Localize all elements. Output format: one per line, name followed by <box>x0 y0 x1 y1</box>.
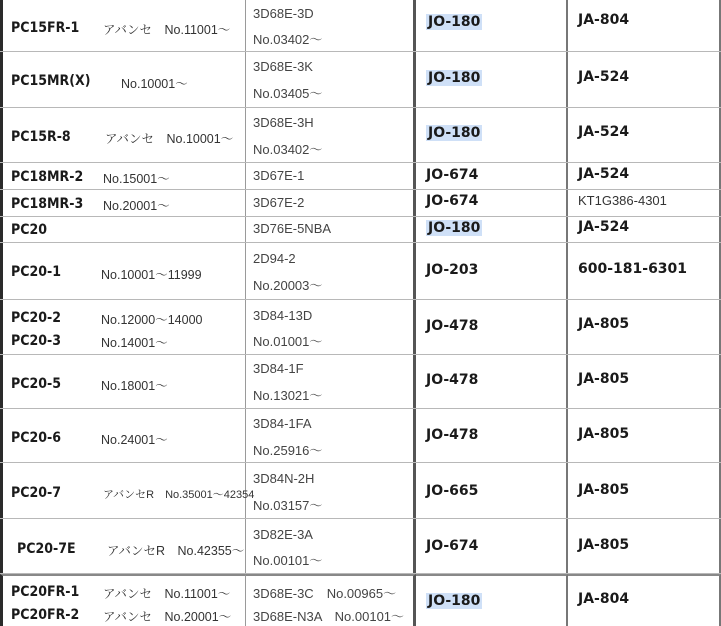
part1-cell <box>416 409 568 462</box>
engine-cell <box>246 108 416 162</box>
part-number-2: JA-805 <box>578 426 630 442</box>
model-cell <box>0 108 246 162</box>
part2-cell <box>568 409 721 462</box>
model-cell <box>0 463 255 518</box>
table-row <box>0 463 721 519</box>
engine-model: 3D68E-3D <box>253 6 314 21</box>
model-name-2: PC20FR-2 <box>11 607 80 623</box>
table-row <box>0 355 721 409</box>
serial-note-2: No.14001～ <box>101 336 168 350</box>
engine-cell <box>246 52 416 107</box>
part1-cell <box>416 355 568 408</box>
part1-cell <box>416 52 568 107</box>
model-cell <box>0 355 246 408</box>
part2-cell <box>568 217 721 242</box>
engine-cell <box>246 163 416 189</box>
part-number-2: JA-805 <box>578 537 630 553</box>
serial-note-2: アバンセ No.20001～ <box>103 610 232 624</box>
part1-cell <box>416 463 568 518</box>
serial-note: No.12000～14000 <box>101 313 203 327</box>
engine-serial: No.13021～ <box>253 388 323 403</box>
model-name: PC18MR-2 <box>11 169 84 185</box>
serial-note: アバンセR No.35001～42354 <box>103 489 255 501</box>
model-name: PC20-7E <box>17 541 76 557</box>
part-number-1: JO-674 <box>426 193 479 209</box>
table-row <box>0 52 721 108</box>
serial-note: No.15001～ <box>103 172 170 186</box>
model-name: PC15MR(X) <box>11 73 91 89</box>
part-number-2: JA-804 <box>578 591 630 607</box>
part-number-1: JO-180 <box>428 70 481 86</box>
part2-cell <box>568 355 721 408</box>
serial-note: アバンセ No.11001～ <box>103 587 231 601</box>
engine-model: 2D94-2 <box>253 251 296 266</box>
serial-note: アバンセ No.10001～ <box>105 132 234 146</box>
engine-cell <box>246 0 416 51</box>
part-number-2: JA-805 <box>578 482 630 498</box>
part-number-2: JA-524 <box>578 69 630 85</box>
model-cell <box>0 574 246 626</box>
engine-serial: 3D68E-N3A No.00101～ <box>253 609 405 624</box>
part2-cell <box>568 463 721 518</box>
engine-model: 3D84N-2H <box>253 471 315 486</box>
part-number-2: JA-805 <box>578 316 630 332</box>
engine-serial: No.00101～ <box>253 553 323 568</box>
part1-cell <box>416 163 568 189</box>
part-number-2: JA-524 <box>578 219 630 235</box>
model-cell <box>0 0 246 51</box>
engine-model: 3D84-1FA <box>253 416 312 431</box>
part-number-2: 600-181-6301 <box>578 261 688 277</box>
engine-model: 3D67E-2 <box>253 195 305 210</box>
model-name: PC20-6 <box>11 430 61 446</box>
engine-cell <box>246 300 416 354</box>
engine-model: 3D84-13D <box>253 308 313 323</box>
part-number-2: KT1G386-4301 <box>578 193 667 208</box>
model-name: PC18MR-3 <box>11 196 84 212</box>
part2-cell <box>568 0 721 51</box>
part-number-1: JO-180 <box>428 593 481 609</box>
table-row <box>0 519 721 574</box>
model-cell <box>0 163 246 189</box>
model-name-2: PC20-3 <box>11 333 61 349</box>
table-row <box>0 409 721 463</box>
part2-cell <box>568 519 721 573</box>
engine-model: 3D68E-3K <box>253 59 313 74</box>
engine-serial: No.01001～ <box>253 334 323 349</box>
model-name: PC20FR-1 <box>11 584 80 600</box>
table-row <box>0 190 721 217</box>
part-number-2: JA-805 <box>578 371 630 387</box>
model-name: PC15R-8 <box>11 129 71 145</box>
part2-cell <box>568 108 721 162</box>
serial-note: No.24001～ <box>101 433 168 447</box>
model-cell <box>0 409 246 462</box>
model-name: PC20-5 <box>11 376 61 392</box>
serial-note: アバンセR No.42355～ <box>107 544 245 558</box>
engine-model: 3D67E-1 <box>253 168 305 183</box>
engine-serial: No.03157～ <box>253 498 323 513</box>
engine-cell <box>246 574 416 626</box>
part-number-1: JO-478 <box>426 427 479 443</box>
serial-note: No.20001～ <box>103 199 170 213</box>
part-number-1: JO-180 <box>428 14 481 30</box>
table-row <box>0 243 721 300</box>
part1-cell <box>416 574 568 626</box>
table-row <box>0 217 721 243</box>
engine-cell <box>246 190 416 216</box>
table-row <box>0 108 721 163</box>
part2-cell <box>568 243 721 299</box>
model-cell <box>0 52 246 107</box>
part1-cell <box>416 217 568 242</box>
engine-serial: No.20003～ <box>253 278 323 293</box>
part-number-1: JO-180 <box>428 220 481 236</box>
engine-cell <box>246 463 416 518</box>
part1-cell <box>416 190 568 216</box>
model-name: PC15FR-1 <box>11 20 80 36</box>
engine-cell <box>246 217 416 242</box>
part-number-2: JA-524 <box>578 166 630 182</box>
engine-model: 3D76E-5NBA <box>253 221 332 236</box>
engine-serial: No.03405～ <box>253 86 323 101</box>
part-number-2: JA-804 <box>578 12 630 28</box>
serial-note: No.10001～11999 <box>101 268 202 282</box>
serial-note: No.18001～ <box>101 379 168 393</box>
engine-model: 3D68E-3C No.00965～ <box>253 586 397 601</box>
model-name: PC20-2 <box>11 310 61 326</box>
model-cell <box>0 243 246 299</box>
table-row <box>0 163 721 190</box>
part-number-1: JO-180 <box>428 125 481 141</box>
part-number-1: JO-478 <box>426 318 479 334</box>
engine-serial: No.25916～ <box>253 443 323 458</box>
part1-cell <box>416 243 568 299</box>
model-cell <box>0 519 246 573</box>
part1-cell <box>416 108 568 162</box>
table-row <box>0 574 721 626</box>
model-cell <box>0 217 246 242</box>
part-number-1: JO-674 <box>426 538 479 554</box>
engine-model: 3D68E-3H <box>253 115 314 130</box>
engine-cell <box>246 409 416 462</box>
model-name: PC20 <box>11 222 47 238</box>
model-name: PC20-1 <box>11 264 61 280</box>
engine-cell <box>246 519 416 573</box>
engine-cell <box>246 355 416 408</box>
serial-note: No.10001～ <box>121 77 188 91</box>
serial-note: アバンセ No.11001～ <box>103 23 231 37</box>
part-number-1: JO-674 <box>426 167 479 183</box>
part2-cell <box>568 190 721 216</box>
table-row <box>0 0 721 52</box>
engine-serial: No.03402～ <box>253 32 323 47</box>
part2-cell <box>568 300 721 354</box>
part-number-1: JO-203 <box>426 262 479 278</box>
engine-cell <box>246 243 416 299</box>
model-cell <box>0 300 246 354</box>
part1-cell <box>416 300 568 354</box>
model-cell <box>0 190 246 216</box>
part-number-2: JA-524 <box>578 124 630 140</box>
part1-cell <box>416 519 568 573</box>
table-row <box>0 300 721 355</box>
engine-model: 3D84-1F <box>253 361 304 376</box>
part2-cell <box>568 574 721 626</box>
part-number-1: JO-478 <box>426 372 479 388</box>
engine-model: 3D82E-3A <box>253 527 313 542</box>
part2-cell <box>568 163 721 189</box>
part2-cell <box>568 52 721 107</box>
engine-serial: No.03402～ <box>253 142 323 157</box>
part1-cell <box>416 0 568 51</box>
model-name: PC20-7 <box>11 485 61 501</box>
part-number-1: JO-665 <box>426 483 479 499</box>
